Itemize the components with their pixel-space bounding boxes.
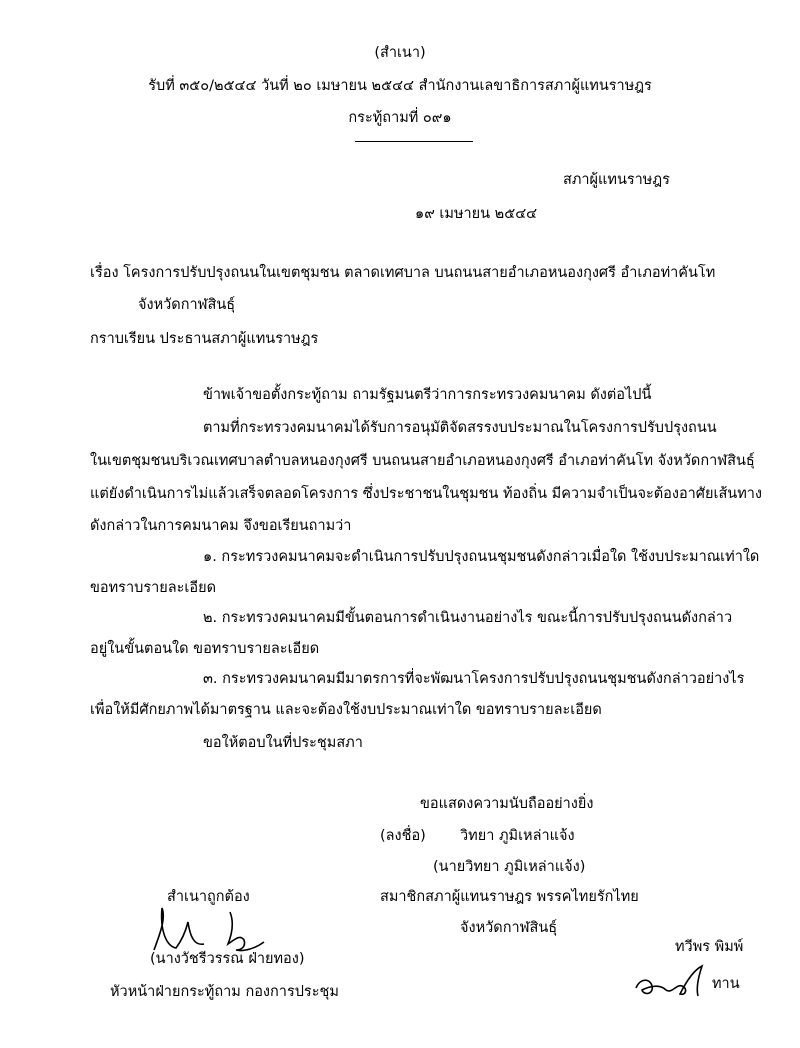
certified-label: สำเนาถูกต้อง <box>167 889 250 905</box>
question-number: กระทู้ถามที่ ๐๙๑ <box>348 110 452 126</box>
question-2-line-2: อยู่ในขั้นตอนใด ขอทราบรายละเอียด <box>90 641 320 657</box>
checker-signature <box>632 962 712 1006</box>
copy-label: (สำเนา) <box>374 45 426 61</box>
question-1-line-1: ๑. กระทรวงคมนาคมจะดำเนินการปรับปรุงถนนชุมชนดังกล่าวเมื่อใด ใช้งบประมาณเท่าใด <box>203 549 760 565</box>
printed-name: (นายวิทยา ภูมิเหล่าแจ้ง) <box>433 859 586 875</box>
closing-request: ขอให้ตอบในที่ประชุมสภา <box>203 735 363 751</box>
regards-line: ขอแสดงความนับถืออย่างยิ่ง <box>420 796 594 812</box>
subject-line-2: จังหวัดกาฬสินธุ์ <box>138 297 236 313</box>
subject-line-1: เรื่อง โครงการปรับปรุงถนนในเขตชุมชน ตลาดเทศบาล บนถนนสายอำเภอหนองกุงศรี อำเภอท่าคันโท <box>90 265 716 281</box>
header-divider <box>355 141 473 142</box>
sender-place: สภาผู้แทนราษฎร <box>563 172 670 188</box>
question-3-line-1: ๓. กระทรวงคมนาคมมีมาตรการที่จะพัฒนาโครงการปรับปรุงถนนชุมชนดังกล่าวอย่างไร <box>203 671 745 687</box>
body-para1-line2: ในเขตชุมชนบริเวณเทศบาลตำบลหนองกุงศรี บนถนนสายอำเภอหนองกุงศรี อำเภอท่าคันโท จังหวัดกาฬสินธุ์ <box>90 453 755 469</box>
certifier-name: (นางวัชรีวรรณ ฝ่ายทอง) <box>150 951 305 967</box>
checked-by: ทาน <box>712 976 740 992</box>
question-2-line-1: ๒. กระทรวงคมนาคมมีขั้นตอนการดำเนินงานอย่างไร ขณะนี้การปรับปรุงถนนดังกล่าว <box>203 610 733 626</box>
body-intro: ข้าพเจ้าขอตั้งกระทู้ถาม ถามรัฐมนตรีว่าการกระทรวงคมนาคม ดังต่อไปนี้ <box>203 387 652 403</box>
certifier-title: หัวหน้าฝ่ายกระทู้ถาม กองการประชุม <box>110 984 339 1000</box>
letter-date: ๑๙ เมษายน ๒๕๔๔ <box>415 206 538 222</box>
body-para1-line4: ดังกล่าวในการคมนาคม จึงขอเรียนถามว่า <box>90 518 352 534</box>
signed-name: วิทยา ภูมิเหล่าแจ้ง <box>460 828 575 844</box>
member-province: จังหวัดกาฬสินธุ์ <box>460 920 558 936</box>
signed-label: (ลงชื่อ) <box>380 828 426 844</box>
received-line: รับที่ ๓๕๐/๒๕๔๔ วันที่ ๒๐ เมษายน ๒๕๔๔ สำนักงานเลขาธิการสภาผู้แทนราษฎร <box>148 78 652 94</box>
body-para1-line3: แต่ยังดำเนินการไม่แล้วเสร็จตลอดโครงการ ซึ่งประชาชนในชุมชน ท้องถิ่น มีความจำเป็นจะต้องอาศัยเส้นทาง <box>90 486 762 502</box>
typed-by: ทวีพร พิมพ์ <box>675 939 744 955</box>
salutation: กราบเรียน ประธานสภาผู้แทนราษฎร <box>90 331 319 347</box>
body-para1-line1: ตามที่กระทรวงคมนาคมได้รับการอนุมัติจัดสรรงบประมาณในโครงการปรับปรุงถนน <box>203 420 717 436</box>
question-3-line-2: เพื่อให้มีศักยภาพได้มาตรฐาน และจะต้องใช้งบประมาณเท่าใด ขอทราบรายละเอียด <box>90 702 602 718</box>
question-1-line-2: ขอทราบรายละเอียด <box>90 580 216 596</box>
member-position: สมาชิกสภาผู้แทนราษฎร พรรคไทยรักไทย <box>380 889 639 905</box>
